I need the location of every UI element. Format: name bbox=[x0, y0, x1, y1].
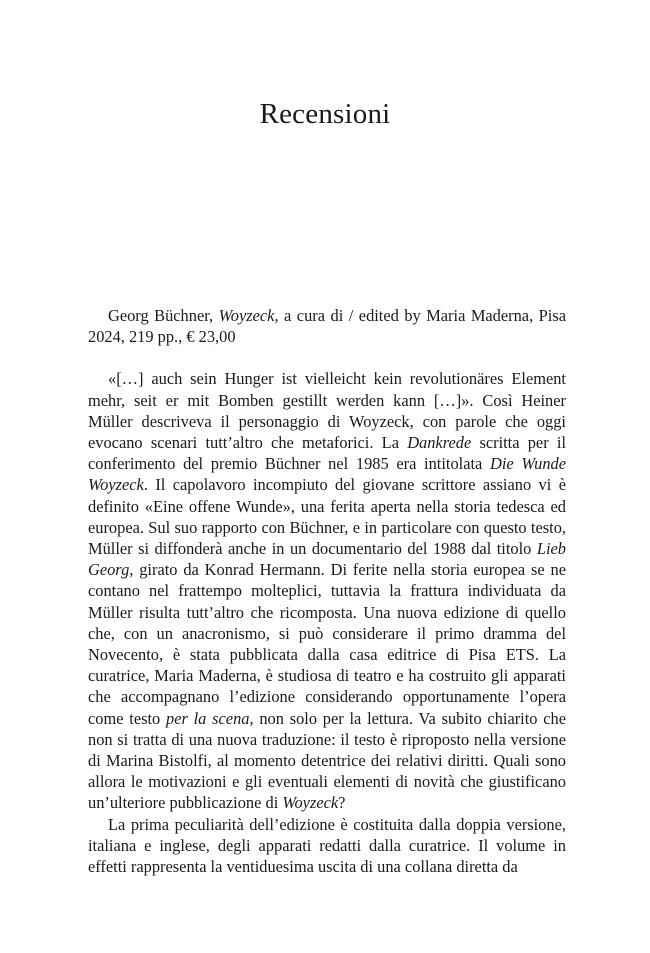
page-title: Recensioni bbox=[259, 98, 391, 130]
text-run: , girato da Konrad Hermann. Di ferite nella storia europea se ne contano nel frattempo molteplici, tuttavia la frattura individuata da Müller risulta tutt’altro che ricomposta. Una nuova edizione di quello che, con un anacronismo, si può considerare il primo dramma del Novecento, è stata pubblicata dalla casa editrice di Pisa ETS. La curatrice, Maria Maderna, è studiosa di teatro e ha costruito gli apparati che accompagnano l’edizione considerando opportunamente l’opera come testo bbox=[88, 560, 566, 728]
review-paragraph-1 bbox=[88, 368, 566, 813]
book-citation bbox=[88, 305, 566, 347]
text-run: , non solo per la lettura. Va subito chiarito che non si tratta di una nuova traduzione: il testo è riproposto nella versione di Marina Bistolfi, al momento detentrice dei relativi diritti. Quali sono allora le motivazioni e gli eventuali elementi di novità che giustificano un’ulteriore pubblicazione di bbox=[88, 708, 566, 813]
italic-title: Die Wunde Woyzeck bbox=[88, 454, 567, 495]
italic-title: Woyzeck bbox=[282, 793, 339, 813]
italic-phrase: per la scena bbox=[166, 708, 250, 728]
text-run: scritta per il conferimento del premio Büchner nel 1985 era intitolata bbox=[88, 433, 566, 474]
text-run: ? bbox=[338, 793, 346, 813]
review-paragraph-2: La prima peculiarità dell’edizione è costituita dalla doppia versione, italiana e inglese, degli apparati redatti dalla curatrice. Il volume in effetti rappresenta la ventiduesima uscita di una collana diretta da bbox=[88, 814, 566, 877]
citation-details: , a cura di / edited by Maria Maderna, Pisa 2024, 219 pp., € 23,00 bbox=[88, 306, 566, 347]
citation-work-title: Woyzeck bbox=[218, 306, 275, 325]
italic-title: Dankrede bbox=[407, 433, 472, 453]
review-body bbox=[88, 305, 566, 877]
text-run: «[…] auch sein Hunger ist vielleicht kein revolutionäres Element mehr, seit er mit Bomben gestillt werden kann […]». Così Heiner Müller descriveva il personaggio di Woyzeck, con parole che oggi evocano scenari tutt’altro che metaforici. La bbox=[88, 369, 566, 453]
italic-title: Lieb Georg bbox=[88, 539, 566, 580]
text-run: . Il capolavoro incompiuto del giovane scrittore assiano vi è definito «Eine offene Wunde», una ferita aperta nella storia tedesca ed europea. Sul suo rapporto con Büchner, e in particolare con questo testo, Müller si diffonderà anche in un documentario del 1988 dal titolo bbox=[88, 475, 566, 559]
citation-author: Georg Büchner, bbox=[108, 306, 219, 325]
